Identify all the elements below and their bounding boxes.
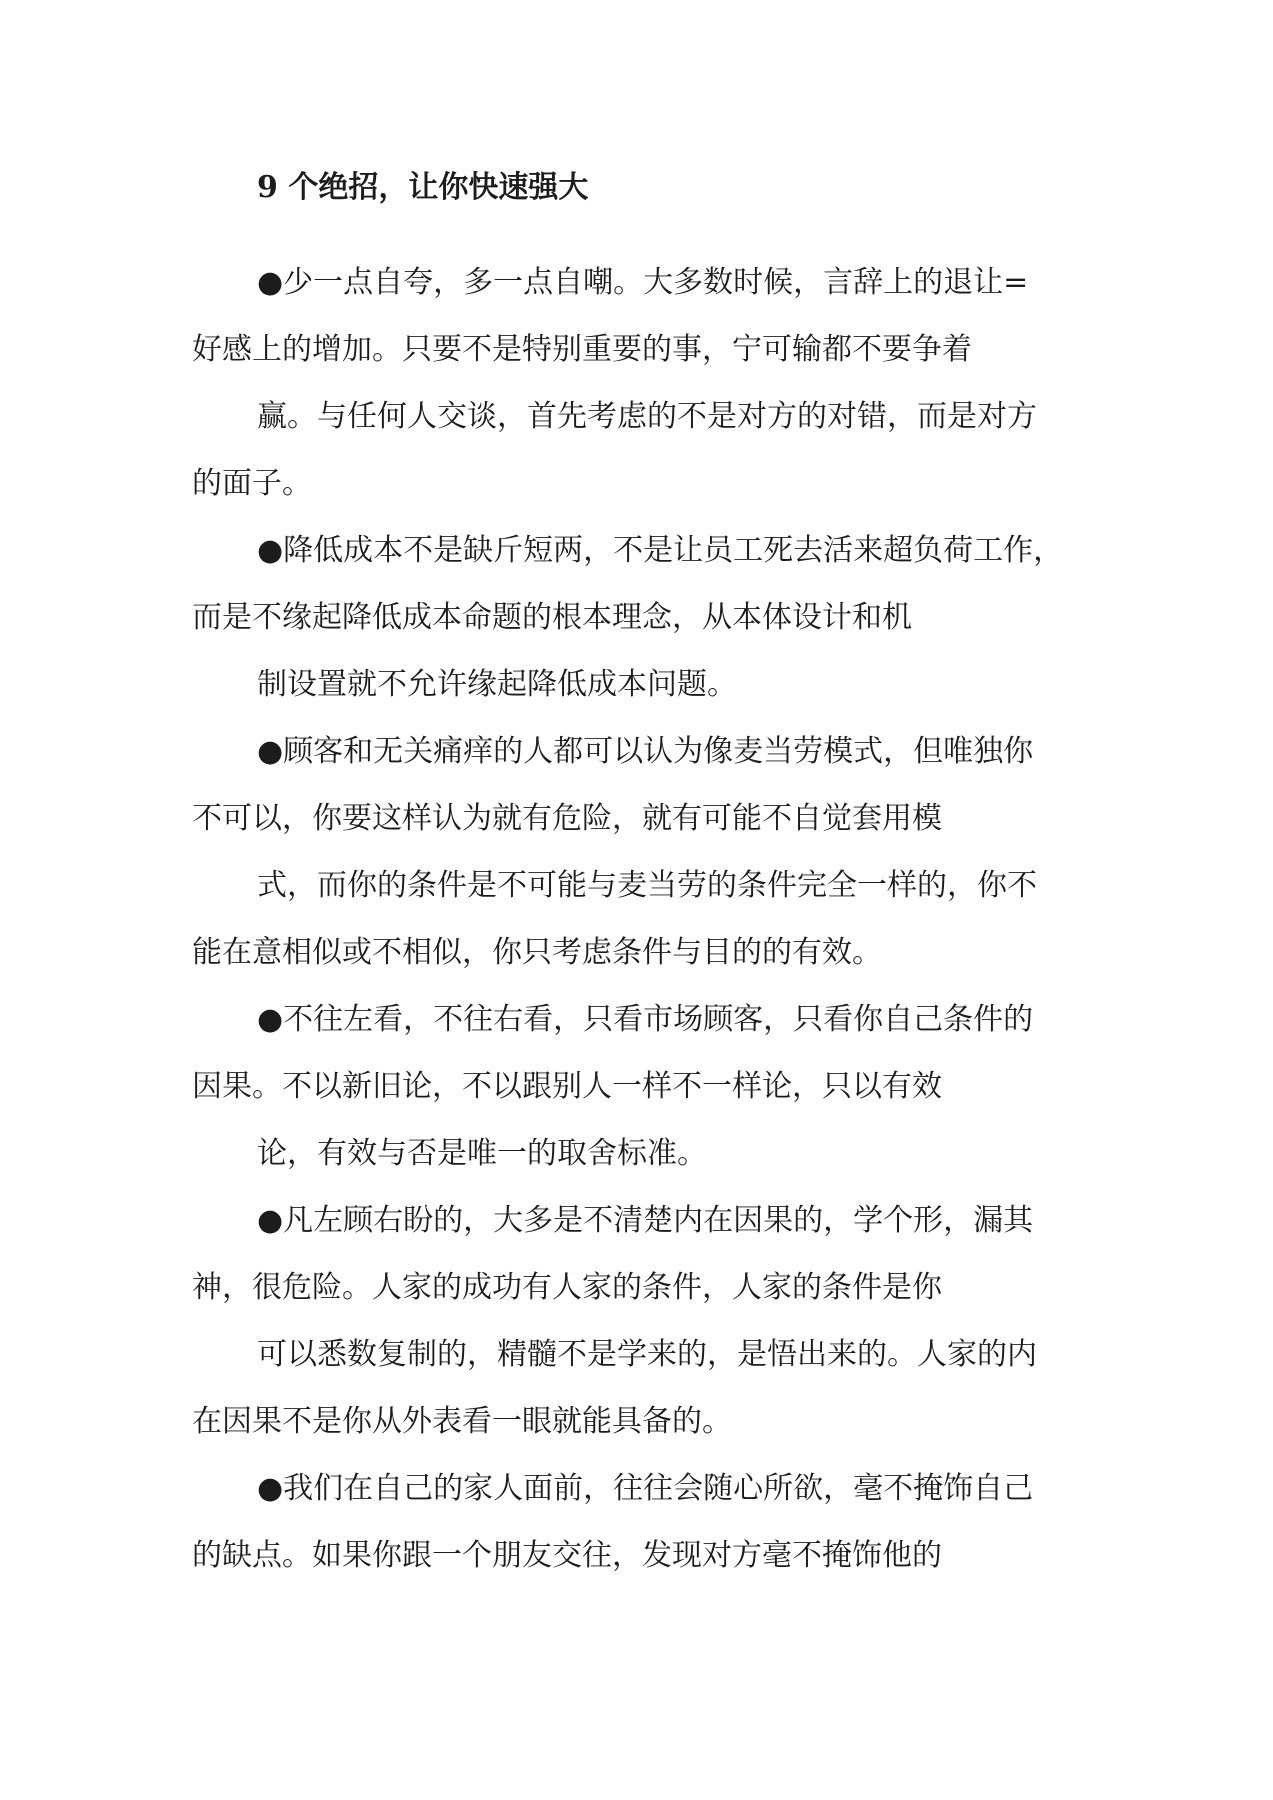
- text-line: 的面子。: [192, 466, 312, 501]
- text-line: 因果。不以新旧论，不以跟别人一样不一样论，只以有效: [192, 1069, 942, 1104]
- text-line: 而是不缘起降低成本命题的根本理念，从本体设计和机: [192, 600, 912, 635]
- text-line: ●少一点自夸，多一点自嘲。大多数时候，言辞上的退让=: [257, 265, 1029, 300]
- text-line: 式，而你的条件是不可能与麦当劳的条件完全一样的，你不: [257, 868, 1037, 903]
- document-title: 9 个绝招，让你快速强大: [257, 170, 589, 205]
- text-line: ●我们在自己的家人面前，往往会随心所欲，毫不掩饰自己: [257, 1471, 1034, 1506]
- text-line: 在因果不是你从外表看一眼就能具备的。: [192, 1404, 732, 1439]
- text-line: 好感上的增加。只要不是特别重要的事，宁可输都不要争着: [192, 332, 972, 367]
- text-line: 赢。与任何人交谈，首先考虑的不是对方的对错，而是对方: [257, 399, 1037, 434]
- text-line: 制设置就不允许缘起降低成本问题。: [257, 667, 737, 702]
- text-line: ●凡左顾右盼的，大多是不清楚内在因果的，学个形，漏其: [257, 1203, 1034, 1238]
- text-line: ●不往左看，不往右看，只看市场顾客，只看你自己条件的: [257, 1002, 1034, 1037]
- text-line: 能在意相似或不相似，你只考虑条件与目的的有效。: [192, 935, 882, 970]
- text-line: ●顾客和无关痛痒的人都可以认为像麦当劳模式，但唯独你: [257, 734, 1034, 769]
- text-line: 的缺点。如果你跟一个朋友交往，发现对方毫不掩饰他的: [192, 1538, 942, 1573]
- text-line: 论，有效与否是唯一的取舍标准。: [257, 1136, 707, 1171]
- text-line: ●降低成本不是缺斤短两，不是让员工死去活来超负荷工作，: [257, 533, 1064, 568]
- text-line: 不可以，你要这样认为就有危险，就有可能不自觉套用模: [192, 801, 942, 836]
- text-line: 神，很危险。人家的成功有人家的条件，人家的条件是你: [192, 1270, 942, 1305]
- text-line: 可以悉数复制的，精髓不是学来的，是悟出来的。人家的内: [257, 1337, 1037, 1372]
